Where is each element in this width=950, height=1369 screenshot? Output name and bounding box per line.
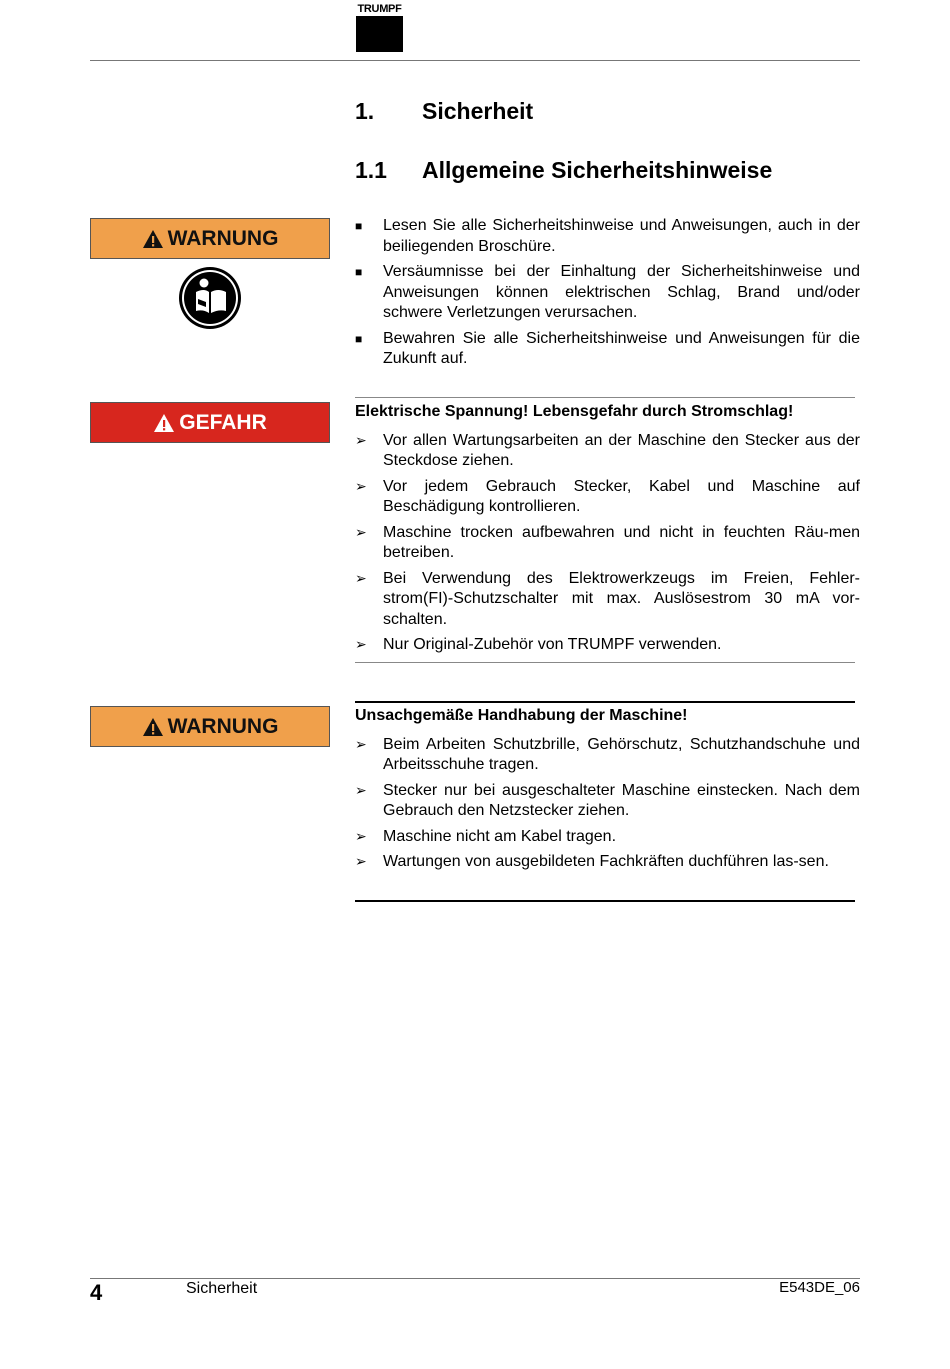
block2-top-rule [355, 397, 855, 398]
list-item: ➢ Vor jedem Gebrauch Stecker, Kabel und Maschine auf Beschädigung kontrollieren. [355, 477, 860, 515]
danger-signal-label: GEFAHR [179, 410, 267, 434]
list-item: ➢ Maschine nicht am Kabel tragen. [355, 827, 617, 845]
warning-signal-1 [90, 218, 330, 259]
list-item: ■ Versäumnisse bei der Einhaltung der Sicherheitshinweise und Anweisungen können elektrischen Schlag, Brand und/oder schwere Verletzungen verursachen. [355, 263, 860, 321]
list-item: ■ Lesen Sie alle Sicherheitshinweise und Anweisungen, auch in der beiliegenden Broschüre. [355, 217, 860, 255]
block2-subtitle: Elektrische Spannung! Lebensgefahr durch Stromschlag! [355, 403, 794, 420]
trumpf-logo [356, 4, 403, 52]
block2-bottom-rule [355, 662, 855, 663]
block3-content [355, 706, 860, 878]
logo-block [356, 16, 403, 52]
warning-triangle-icon [142, 229, 164, 249]
block1-list [355, 216, 860, 375]
list-item: ➢ Vor allen Wartungsarbeiten an der Maschine den Stecker aus der Steckdose ziehen. [355, 431, 860, 469]
section-number: 1.1 [355, 157, 387, 183]
danger-triangle-icon [153, 413, 175, 433]
danger-signal [90, 402, 330, 443]
block3-top-rule [355, 701, 855, 703]
list-item: ➢ Beim Arbeiten Schutzbrille, Gehörschutz, Schutzhandschuhe und Arbeitsschuhe tragen. [355, 735, 860, 773]
list-item: ■ Bewahren Sie alle Sicherheitshinweise und Anweisungen für die Zukunft auf. [355, 329, 860, 367]
list-item: ➢ Bei Verwendung des Elektrowerkzeugs im Freien, Fehler-strom(FI)-Schutzschalter mit max. Auslösestrom 30 mA vor-schalten. [355, 569, 860, 628]
header-rule [90, 60, 860, 61]
page-number: 4 [90, 1280, 103, 1305]
block2-content [355, 402, 860, 661]
block3-bottom-rule [355, 900, 855, 902]
list-item: ➢ Wartungen von ausgebildeten Fachkräften duchführen las-sen. [355, 853, 829, 870]
warning-signal-2 [90, 706, 330, 747]
warning-signal-label: WARNUNG [167, 226, 279, 250]
read-manual-icon [178, 266, 242, 330]
footer-section-title: Sicherheit [186, 1280, 258, 1297]
list-item: ➢ Stecker nur bei ausgeschalteter Maschine einstecken. Nach dem Gebrauch den Netzstecker ziehen. [355, 781, 860, 819]
section-heading [355, 157, 855, 187]
list-item: ➢ Nur Original-Zubehör von TRUMPF verwenden. [355, 636, 722, 653]
logo-text: TRUMPF [357, 3, 402, 15]
footer-rule [90, 1278, 860, 1279]
chapter-title: Sicherheit [422, 98, 534, 124]
warning-signal-label: WARNUNG [167, 714, 279, 738]
document-code: E543DE_06 [779, 1279, 860, 1296]
section-title: Allgemeine Sicherheitshinweise [422, 157, 773, 183]
list-item: ➢ Maschine trocken aufbewahren und nicht in feuchten Räu-men betreiben. [355, 523, 860, 561]
chapter-number: 1. [355, 98, 375, 124]
warning-triangle-icon [142, 717, 164, 737]
chapter-heading [355, 98, 855, 128]
block3-subtitle: Unsachgemäße Handhabung der Maschine! [355, 707, 688, 724]
